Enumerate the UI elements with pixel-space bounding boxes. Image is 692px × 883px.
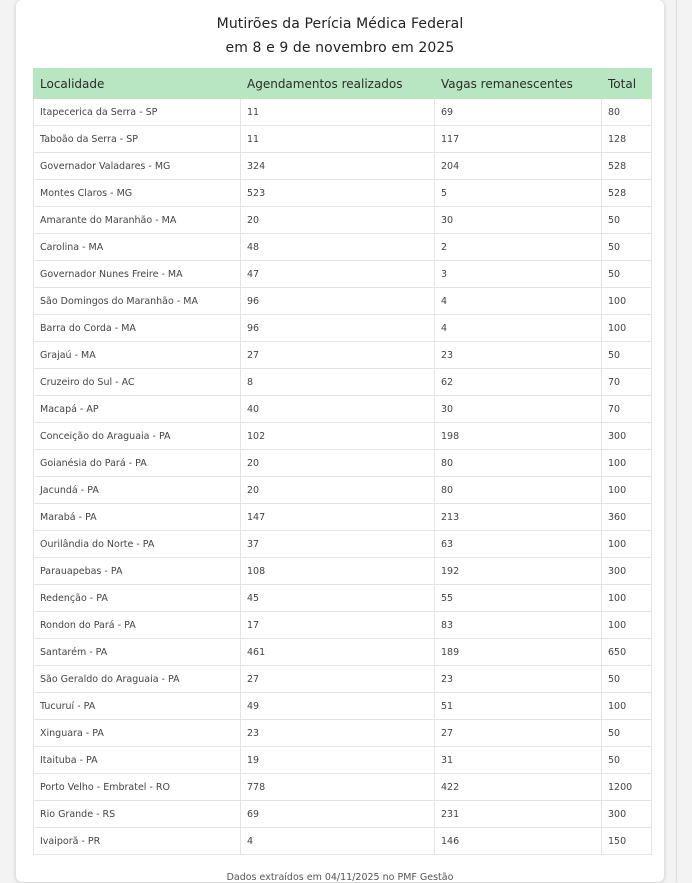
cell-vagas: 83	[435, 612, 602, 639]
cell-localidade: Xinguara - PA	[34, 720, 241, 747]
cell-localidade: Santarém - PA	[34, 639, 241, 666]
cell-agendamentos: 48	[241, 234, 435, 261]
cell-localidade: Grajaú - MA	[34, 342, 241, 369]
table-row	[34, 639, 652, 666]
header-row	[34, 69, 652, 99]
cell-vagas: 198	[435, 423, 602, 450]
cell-total: 100	[602, 585, 652, 612]
table-row	[34, 612, 652, 639]
cell-vagas: 146	[435, 828, 602, 855]
cell-vagas: 63	[435, 531, 602, 558]
cell-total: 528	[602, 180, 652, 207]
cell-total: 100	[602, 612, 652, 639]
cell-vagas: 69	[435, 99, 602, 126]
cell-vagas: 23	[435, 666, 602, 693]
cell-agendamentos: 778	[241, 774, 435, 801]
table-row	[34, 315, 652, 342]
cell-total: 70	[602, 396, 652, 423]
table-row	[34, 153, 652, 180]
cell-total: 100	[602, 288, 652, 315]
cell-agendamentos: 461	[241, 639, 435, 666]
cell-vagas: 192	[435, 558, 602, 585]
cell-vagas: 2	[435, 234, 602, 261]
table-row	[34, 369, 652, 396]
cell-vagas: 5	[435, 180, 602, 207]
cell-total: 80	[602, 99, 652, 126]
cell-agendamentos: 523	[241, 180, 435, 207]
footer-note: Dados extraídos em 04/11/2025 no PMF Gestão	[226, 872, 454, 883]
table-row	[34, 477, 652, 504]
table-row	[34, 342, 652, 369]
cell-agendamentos: 40	[241, 396, 435, 423]
table-row	[34, 234, 652, 261]
table-row	[34, 774, 652, 801]
cell-agendamentos: 47	[241, 261, 435, 288]
header-localidade: Localidade	[34, 69, 241, 99]
cell-localidade: Carolina - MA	[34, 234, 241, 261]
table-row	[34, 747, 652, 774]
cell-localidade: Governador Valadares - MG	[34, 153, 241, 180]
cell-vagas: 23	[435, 342, 602, 369]
cell-localidade: Itaituba - PA	[34, 747, 241, 774]
table-row	[34, 693, 652, 720]
table-row	[34, 180, 652, 207]
cell-localidade: Cruzeiro do Sul - AC	[34, 369, 241, 396]
cell-agendamentos: 27	[241, 666, 435, 693]
cell-localidade: Taboão da Serra - SP	[34, 126, 241, 153]
cell-vagas: 55	[435, 585, 602, 612]
header-vagas: Vagas remanescentes	[435, 69, 602, 99]
cell-vagas: 31	[435, 747, 602, 774]
cell-agendamentos: 324	[241, 153, 435, 180]
cell-agendamentos: 17	[241, 612, 435, 639]
cell-localidade: Jacundá - PA	[34, 477, 241, 504]
cell-total: 528	[602, 153, 652, 180]
cell-total: 100	[602, 477, 652, 504]
cell-total: 300	[602, 423, 652, 450]
cell-vagas: 3	[435, 261, 602, 288]
cell-agendamentos: 108	[241, 558, 435, 585]
cell-total: 50	[602, 207, 652, 234]
cell-agendamentos: 49	[241, 693, 435, 720]
cell-agendamentos: 45	[241, 585, 435, 612]
cell-localidade: Ourilândia do Norte - PA	[34, 531, 241, 558]
cell-vagas: 27	[435, 720, 602, 747]
table-row	[34, 531, 652, 558]
cell-localidade: Rio Grande - RS	[34, 801, 241, 828]
cell-agendamentos: 27	[241, 342, 435, 369]
table-row	[34, 585, 652, 612]
cell-total: 100	[602, 693, 652, 720]
cell-agendamentos: 19	[241, 747, 435, 774]
cell-agendamentos: 102	[241, 423, 435, 450]
cell-total: 50	[602, 342, 652, 369]
cell-agendamentos: 11	[241, 99, 435, 126]
scrollbar-track[interactable]	[676, 0, 677, 882]
cell-total: 50	[602, 234, 652, 261]
cell-localidade: Barra do Corda - MA	[34, 315, 241, 342]
cell-localidade: Redenção - PA	[34, 585, 241, 612]
table-row	[34, 558, 652, 585]
cell-agendamentos: 96	[241, 315, 435, 342]
table-row	[34, 828, 652, 855]
cell-vagas: 213	[435, 504, 602, 531]
table-row	[34, 423, 652, 450]
header-total: Total	[602, 69, 652, 99]
cell-total: 50	[602, 261, 652, 288]
cell-vagas: 62	[435, 369, 602, 396]
cell-vagas: 80	[435, 450, 602, 477]
cell-agendamentos: 69	[241, 801, 435, 828]
table-row	[34, 666, 652, 693]
cell-agendamentos: 147	[241, 504, 435, 531]
cell-total: 1200	[602, 774, 652, 801]
cell-localidade: Tucuruí - PA	[34, 693, 241, 720]
table-row	[34, 801, 652, 828]
cell-total: 50	[602, 720, 652, 747]
cell-agendamentos: 20	[241, 207, 435, 234]
cell-agendamentos: 23	[241, 720, 435, 747]
cell-localidade: Porto Velho - Embratel - RO	[34, 774, 241, 801]
cell-vagas: 80	[435, 477, 602, 504]
cell-total: 100	[602, 450, 652, 477]
cell-localidade: Montes Claros - MG	[34, 180, 241, 207]
cell-localidade: Rondon do Pará - PA	[34, 612, 241, 639]
cell-localidade: Conceição do Araguaia - PA	[34, 423, 241, 450]
cell-localidade: Ivaiporã - PR	[34, 828, 241, 855]
cell-vagas: 117	[435, 126, 602, 153]
page-subtitle: em 8 e 9 de novembro em 2025	[225, 40, 455, 56]
table-row	[34, 720, 652, 747]
cell-localidade: São Geraldo do Araguaia - PA	[34, 666, 241, 693]
cell-vagas: 51	[435, 693, 602, 720]
page-title: Mutirões da Perícia Médica Federal	[216, 16, 464, 32]
cell-total: 100	[602, 315, 652, 342]
table-row	[34, 450, 652, 477]
table-row	[34, 504, 652, 531]
table-row	[34, 126, 652, 153]
cell-vagas: 4	[435, 288, 602, 315]
table-row	[34, 261, 652, 288]
cell-localidade: Governador Nunes Freire - MA	[34, 261, 241, 288]
table-row	[34, 396, 652, 423]
cell-total: 50	[602, 747, 652, 774]
cell-vagas: 189	[435, 639, 602, 666]
table-body	[34, 99, 652, 855]
cell-agendamentos: 96	[241, 288, 435, 315]
cell-vagas: 231	[435, 801, 602, 828]
cell-localidade: São Domingos do Maranhão - MA	[34, 288, 241, 315]
cell-total: 150	[602, 828, 652, 855]
cell-agendamentos: 37	[241, 531, 435, 558]
cell-agendamentos: 20	[241, 450, 435, 477]
cell-total: 100	[602, 531, 652, 558]
cell-vagas: 204	[435, 153, 602, 180]
table-header	[34, 69, 652, 99]
data-table	[33, 68, 652, 855]
cell-localidade: Itapecerica da Serra - SP	[34, 99, 241, 126]
cell-localidade: Macapá - AP	[34, 396, 241, 423]
table-row	[34, 288, 652, 315]
cell-localidade: Parauapebas - PA	[34, 558, 241, 585]
cell-localidade: Marabá - PA	[34, 504, 241, 531]
cell-agendamentos: 8	[241, 369, 435, 396]
cell-total: 128	[602, 126, 652, 153]
cell-total: 650	[602, 639, 652, 666]
cell-total: 50	[602, 666, 652, 693]
cell-vagas: 30	[435, 396, 602, 423]
cell-agendamentos: 11	[241, 126, 435, 153]
cell-total: 300	[602, 558, 652, 585]
cell-agendamentos: 4	[241, 828, 435, 855]
report-card	[16, 0, 664, 882]
cell-vagas: 30	[435, 207, 602, 234]
cell-vagas: 422	[435, 774, 602, 801]
header-agendamentos: Agendamentos realizados	[241, 69, 435, 99]
cell-vagas: 4	[435, 315, 602, 342]
table-row	[34, 99, 652, 126]
cell-localidade: Goianésia do Pará - PA	[34, 450, 241, 477]
table-row	[34, 207, 652, 234]
cell-agendamentos: 20	[241, 477, 435, 504]
cell-total: 360	[602, 504, 652, 531]
cell-total: 300	[602, 801, 652, 828]
cell-localidade: Amarante do Maranhão - MA	[34, 207, 241, 234]
cell-total: 70	[602, 369, 652, 396]
